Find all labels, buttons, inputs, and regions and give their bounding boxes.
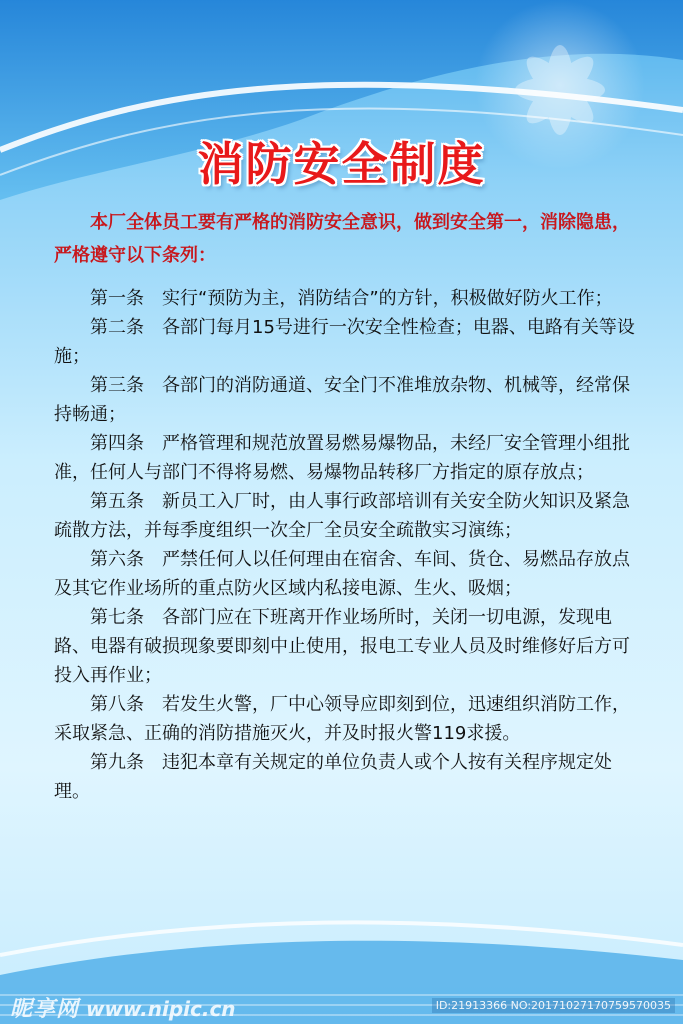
article-8: [54, 690, 644, 748]
article-5: [54, 487, 644, 545]
article-2: [54, 313, 644, 371]
article-number: 第一条: [90, 288, 144, 309]
watermark-logo-text: 昵享网: [10, 997, 80, 1022]
article-1: [54, 284, 644, 313]
article-text: 若发生火警，厂中心领导应即刻到位，迅速组织消防工作，采取紧急、正确的消防措施灭火，并及时报火警119求援。: [54, 694, 630, 744]
article-number: 第九条: [90, 752, 144, 773]
watermark-logo: [10, 992, 236, 1023]
article-number: 第三条: [90, 375, 144, 396]
article-9: [54, 748, 644, 806]
page-title: 消防安全制度: [197, 137, 486, 191]
article-text: 严禁任何人以任何理由在宿舍、车间、货仓、易燃品存放点及其它作业场所的重点防火区域内私接电源、生火、吸烟；: [54, 549, 630, 599]
article-number: 第七条: [90, 607, 144, 628]
article-3: [54, 371, 644, 429]
article-text: 实行“预防为主，消防结合”的方针，积极做好防火工作；: [162, 288, 613, 309]
article-number: 第五条: [90, 491, 144, 512]
article-number: 第四条: [90, 433, 144, 454]
article-text: 各部门每月15号进行一次安全性检查；电器、电路有关等设施；: [54, 317, 635, 367]
article-number: 第八条: [90, 694, 144, 715]
watermark-site: www.nipic.cn: [85, 997, 236, 1021]
article-text: 新员工入厂时，由人事行政部培训有关安全防火知识及紧急疏散方法，并每季度组织一次全厂全员安全疏散实习演练；: [54, 491, 630, 541]
article-text: 违犯本章有关规定的单位负责人或个人按有关程序规定处理。: [54, 752, 612, 802]
article-text: 各部门应在下班离开作业场所时，关闭一切电源，发现电路、电器有破损现象要即刻中止使用，报电工专业人员及时维修好后方可投入再作业；: [54, 607, 630, 686]
article-text: 各部门的消防通道、安全门不准堆放杂物、机械等，经常保持畅通；: [54, 375, 630, 425]
article-6: [54, 545, 644, 603]
article-number: 第二条: [90, 317, 144, 338]
article-list: [54, 284, 644, 806]
article-4: [54, 429, 644, 487]
watermark-id: ID:21913366 NO:20171027170759570035: [432, 998, 675, 1013]
article-number: 第六条: [90, 549, 144, 570]
article-7: [54, 603, 644, 690]
intro-paragraph: 本厂全体员工要有严格的消防安全意识，做到安全第一，消除隐患，严格遵守以下条列：: [54, 212, 630, 266]
article-text: 严格管理和规范放置易燃易爆物品，未经厂安全管理小组批准，任何人与部门不得将易燃、易爆物品转移厂方指定的原存放点；: [54, 433, 630, 483]
